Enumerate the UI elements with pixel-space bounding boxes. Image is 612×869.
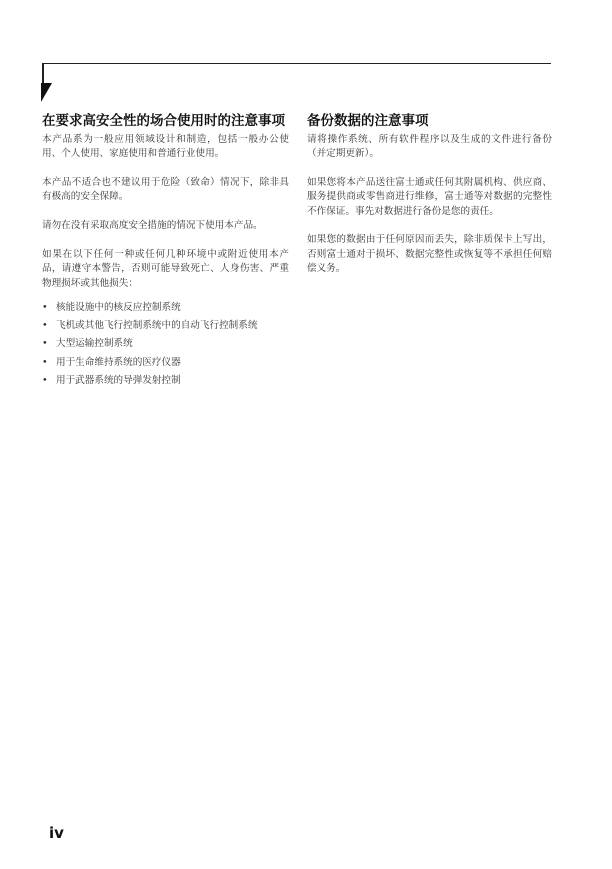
list-item — [42, 374, 289, 388]
list-item-text: 核能设施中的核反应控制系统 — [56, 301, 181, 313]
list-item-text: 大型运输控制系统 — [56, 338, 133, 350]
paragraph: 如果您将本产品送往富士通或任何其附属机构、供应商、服务提供商或零售商进行维修，富士通等对数据的完整性不作保证。事先对数据进行备份是您的责任。 — [307, 177, 552, 217]
list-item — [42, 301, 289, 315]
list-item — [42, 337, 289, 351]
paragraph: 如果您的数据由于任何原因而丢失，除非质保卡上写出，否则富士通对于损坏、数据完整性或恢复等不承担任何赔偿义务。 — [307, 234, 552, 275]
bullet-icon: • — [42, 375, 48, 387]
header-rule — [42, 63, 551, 64]
paragraph: 请勿在没有采取高度安全措施的情况下使用本产品。 — [42, 220, 263, 232]
right-column — [307, 112, 552, 291]
paragraph: 本产品不适合也不建议用于危险（致命）情况下，除非具有极高的安全保障。 — [42, 177, 289, 203]
list-item — [42, 356, 289, 370]
paragraph: 本产品系为一般应用领域设计和制造，包括一般办公使用、个人使用、家庭使用和普通行业使用。 — [42, 134, 289, 160]
list-item-text: 用于武器系统的导弹发射控制 — [56, 375, 181, 387]
list-item — [42, 319, 289, 333]
left-column — [42, 112, 289, 392]
bullet-icon: • — [42, 338, 48, 350]
bullet-icon: • — [42, 356, 48, 368]
section-heading-backup: 备份数据的注意事项 — [307, 113, 429, 129]
header-corner-marker — [41, 83, 52, 102]
list-item-text: 用于生命维持系统的医疗仪器 — [56, 356, 181, 368]
bullet-list — [42, 301, 289, 388]
paragraph: 请将操作系统、所有软件程序以及生成的文件进行备份（并定期更新）。 — [307, 134, 552, 160]
list-item-text: 飞机或其他飞行控制系统中的自动飞行控制系统 — [56, 320, 258, 332]
page-number: iv — [49, 824, 64, 842]
section-heading-safety: 在要求高安全性的场合使用时的注意事项 — [42, 113, 285, 129]
paragraph: 如果在以下任何一种或任何几种环境中或附近使用本产品，请遵守本警告，否则可能导致死亡、人身伤害、严重物理损坏或其他损失： — [42, 248, 289, 289]
bullet-icon: • — [42, 320, 48, 332]
bullet-icon: • — [42, 301, 48, 313]
